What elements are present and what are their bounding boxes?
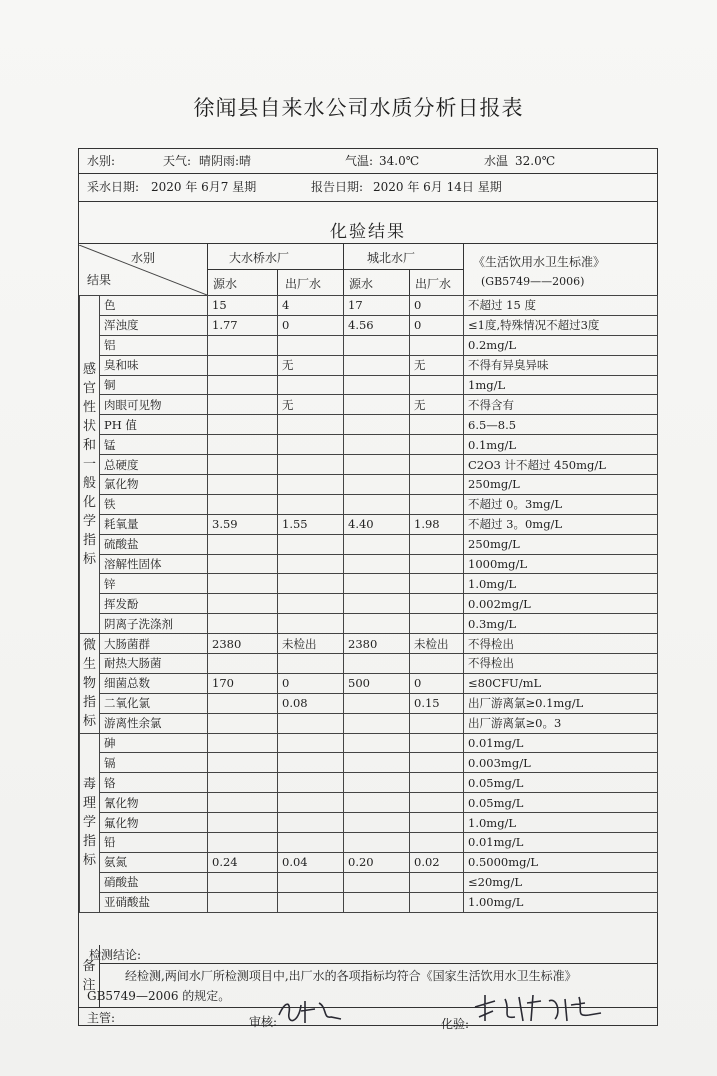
report-date-value: 2020 年 6月 14日 星期 bbox=[373, 180, 502, 194]
plant2-outlet-cell bbox=[410, 574, 464, 594]
plant2-source-cell bbox=[344, 614, 410, 634]
standard-header-line1: 《生活饮用水卫生标准》 bbox=[473, 255, 606, 269]
plant1-outlet-cell bbox=[278, 793, 344, 813]
sample-date-value: 2020 年 6月7 星期 bbox=[151, 180, 257, 194]
plant1-outlet-cell bbox=[278, 872, 344, 892]
category-sensory: 感官性状和一般化学指标 bbox=[80, 296, 100, 634]
plant1-source-header: 源水 bbox=[213, 277, 238, 291]
diag-top-label: 水别 bbox=[131, 251, 156, 265]
plant1-source-cell: 0.24 bbox=[208, 852, 278, 872]
item-name-cell: 铅 bbox=[100, 833, 208, 853]
table-row bbox=[80, 494, 658, 514]
plant2-source-cell bbox=[344, 335, 410, 355]
item-name-cell: 硫酸盐 bbox=[100, 534, 208, 554]
report-title: 徐闻县自来水公司水质分析日报表 bbox=[193, 96, 524, 120]
standard-cell: 1000mg/L bbox=[464, 554, 658, 574]
water-temp-value: 32.0℃ bbox=[515, 154, 556, 168]
plant1-outlet-cell bbox=[278, 554, 344, 574]
plant2-source-cell bbox=[344, 733, 410, 753]
item-name-cell: 铁 bbox=[100, 494, 208, 514]
table-row bbox=[80, 335, 658, 355]
plant1-outlet-cell: 4 bbox=[278, 296, 344, 316]
table-row bbox=[80, 872, 658, 892]
conclusion-line1: 经检测,两间水厂所检测项目中,出厂水的各项指标均符合《国家生活饮用水卫生标准》 bbox=[125, 969, 577, 983]
plant2-source-cell bbox=[344, 395, 410, 415]
table-row bbox=[80, 634, 658, 654]
plant2-source-cell bbox=[344, 813, 410, 833]
table-row bbox=[80, 395, 658, 415]
plant2-outlet-cell bbox=[410, 813, 464, 833]
plant1-outlet-cell bbox=[278, 614, 344, 634]
table-row bbox=[80, 654, 658, 674]
table-row bbox=[80, 793, 658, 813]
plant2-source-cell: 2380 bbox=[344, 634, 410, 654]
plant1-source-cell bbox=[208, 395, 278, 415]
table-row bbox=[80, 594, 658, 614]
plant2-outlet-cell bbox=[410, 872, 464, 892]
standard-cell: 0.05mg/L bbox=[464, 793, 658, 813]
plant2-outlet-cell bbox=[410, 335, 464, 355]
plant1-outlet-cell bbox=[278, 475, 344, 495]
item-name-cell: 砷 bbox=[100, 733, 208, 753]
plant1-outlet-cell: 未检出 bbox=[278, 634, 344, 654]
standard-cell: 不得检出 bbox=[464, 634, 658, 654]
water-type-label: 水别: bbox=[87, 154, 116, 168]
table-row bbox=[80, 693, 658, 713]
plant1-source-cell bbox=[208, 833, 278, 853]
category-microbial: 微生物指标 bbox=[80, 634, 100, 733]
plant1-source-cell bbox=[208, 415, 278, 435]
plant1-outlet-cell bbox=[278, 713, 344, 733]
plant1-source-cell bbox=[208, 813, 278, 833]
plant2-outlet-cell bbox=[410, 554, 464, 574]
table-row bbox=[80, 296, 658, 316]
plant1-source-cell bbox=[208, 693, 278, 713]
plant2-outlet-cell: 1.98 bbox=[410, 514, 464, 534]
plant1-source-cell bbox=[208, 574, 278, 594]
plant2-source-cell bbox=[344, 415, 410, 435]
item-name-cell: 耐热大肠菌 bbox=[100, 654, 208, 674]
report-date-label: 报告日期: bbox=[311, 180, 364, 194]
table-row bbox=[80, 574, 658, 594]
tester-label: 化验: bbox=[441, 1017, 470, 1031]
plant1-source-cell bbox=[208, 872, 278, 892]
plant1-outlet-cell: 0 bbox=[278, 673, 344, 693]
plant1-outlet-cell: 1.55 bbox=[278, 514, 344, 534]
standard-cell: 0.002mg/L bbox=[464, 594, 658, 614]
item-name-cell: 铬 bbox=[100, 773, 208, 793]
plant2-outlet-cell bbox=[410, 534, 464, 554]
plant2-source-cell bbox=[344, 872, 410, 892]
plant2-source-cell bbox=[344, 753, 410, 773]
plant1-source-cell bbox=[208, 455, 278, 475]
item-name-cell: 游离性余氯 bbox=[100, 713, 208, 733]
plant2-source-cell bbox=[344, 693, 410, 713]
plant2-outlet-cell bbox=[410, 833, 464, 853]
plant2-source-cell bbox=[344, 793, 410, 813]
plant1-outlet-cell bbox=[278, 415, 344, 435]
plant1-outlet-cell bbox=[278, 494, 344, 514]
plant2-outlet-cell bbox=[410, 375, 464, 395]
plant1-outlet-cell: 无 bbox=[278, 395, 344, 415]
plant2-source-cell bbox=[344, 435, 410, 455]
plant2-outlet-cell bbox=[410, 892, 464, 912]
plant1-source-cell bbox=[208, 375, 278, 395]
reviewer-signature bbox=[275, 995, 345, 1027]
plant2-source-cell bbox=[344, 455, 410, 475]
conclusion-line2: GB5749—2006 的规定。 bbox=[87, 989, 231, 1003]
table-row bbox=[80, 315, 658, 335]
item-name-cell: 色 bbox=[100, 296, 208, 316]
table-row bbox=[80, 713, 658, 733]
plant1-outlet-header: 出厂水 bbox=[285, 277, 322, 291]
sample-date-label: 采水日期: bbox=[87, 180, 140, 194]
item-name-cell: 挥发酚 bbox=[100, 594, 208, 614]
plant1-source-cell: 1.77 bbox=[208, 315, 278, 335]
plant2-outlet-cell bbox=[410, 415, 464, 435]
plant1-outlet-cell bbox=[278, 534, 344, 554]
plant1-source-cell bbox=[208, 355, 278, 375]
plant1-outlet-cell bbox=[278, 773, 344, 793]
supervisor-label: 主管: bbox=[87, 1011, 116, 1025]
item-name-cell: 大肠菌群 bbox=[100, 634, 208, 654]
plant2-source-cell bbox=[344, 892, 410, 912]
plant2-outlet-cell: 0 bbox=[410, 296, 464, 316]
plant1-outlet-cell bbox=[278, 594, 344, 614]
standard-cell: 不超过 0。3mg/L bbox=[464, 494, 658, 514]
plant1-source-cell bbox=[208, 753, 278, 773]
item-name-cell: 总硬度 bbox=[100, 455, 208, 475]
plant1-source-cell: 170 bbox=[208, 673, 278, 693]
plant1-source-cell bbox=[208, 773, 278, 793]
standard-cell: 6.5—8.5 bbox=[464, 415, 658, 435]
table-row bbox=[80, 554, 658, 574]
plant2-outlet-cell bbox=[410, 733, 464, 753]
plant2-outlet-cell: 0.15 bbox=[410, 693, 464, 713]
plant2-source-cell bbox=[344, 475, 410, 495]
plant1-outlet-cell bbox=[278, 574, 344, 594]
standard-cell: 0.2mg/L bbox=[464, 335, 658, 355]
plant1-source-cell bbox=[208, 594, 278, 614]
standard-header-line2: (GB5749——2006) bbox=[481, 275, 585, 288]
plant1-outlet-cell: 无 bbox=[278, 355, 344, 375]
table-row bbox=[80, 813, 658, 833]
item-name-cell: 氯化物 bbox=[100, 475, 208, 495]
air-temp-value: 34.0℃ bbox=[379, 154, 420, 168]
item-name-cell: 氨氮 bbox=[100, 852, 208, 872]
plant2-outlet-cell bbox=[410, 654, 464, 674]
plant2-outlet-cell: 无 bbox=[410, 395, 464, 415]
table-row bbox=[80, 773, 658, 793]
item-name-cell: 氟化物 bbox=[100, 813, 208, 833]
plant2-header: 城北水厂 bbox=[367, 251, 416, 265]
plant2-source-cell bbox=[344, 534, 410, 554]
plant2-outlet-cell bbox=[410, 614, 464, 634]
standard-cell: ≤80CFU/mL bbox=[464, 673, 658, 693]
plant1-source-cell bbox=[208, 554, 278, 574]
standard-cell: 0.5000mg/L bbox=[464, 852, 658, 872]
plant1-outlet-cell: 0.08 bbox=[278, 693, 344, 713]
item-name-cell: 铝 bbox=[100, 335, 208, 355]
standard-cell: 0.01mg/L bbox=[464, 733, 658, 753]
table-row bbox=[80, 852, 658, 872]
standard-cell: ≤1度,特殊情况不超过3度 bbox=[464, 315, 658, 335]
table-row bbox=[80, 833, 658, 853]
plant2-source-cell: 500 bbox=[344, 673, 410, 693]
plant2-outlet-cell bbox=[410, 455, 464, 475]
item-name-cell: 氰化物 bbox=[100, 793, 208, 813]
item-name-cell: 二氧化氯 bbox=[100, 693, 208, 713]
water-temp-label: 水温 bbox=[484, 154, 509, 168]
plant2-outlet-cell bbox=[410, 435, 464, 455]
plant1-outlet-cell bbox=[278, 733, 344, 753]
plant2-outlet-cell: 0 bbox=[410, 673, 464, 693]
plant1-source-cell: 3.59 bbox=[208, 514, 278, 534]
plant2-source-cell: 0.20 bbox=[344, 852, 410, 872]
standard-cell: 0.1mg/L bbox=[464, 435, 658, 455]
plant1-outlet-cell bbox=[278, 654, 344, 674]
item-name-cell: 亚硝酸盐 bbox=[100, 892, 208, 912]
item-name-cell: 锰 bbox=[100, 435, 208, 455]
plant1-outlet-cell bbox=[278, 435, 344, 455]
standard-cell: 不超过 3。0mg/L bbox=[464, 514, 658, 534]
standard-cell: 0.01mg/L bbox=[464, 833, 658, 853]
conclusion-label: 检测结论: bbox=[89, 948, 142, 962]
plant1-source-cell: 15 bbox=[208, 296, 278, 316]
weather-value: 晴阴雨:晴 bbox=[199, 154, 252, 168]
plant2-outlet-cell bbox=[410, 494, 464, 514]
plant2-outlet-cell: 0.02 bbox=[410, 852, 464, 872]
plant2-source-cell bbox=[344, 594, 410, 614]
standard-cell: 0.003mg/L bbox=[464, 753, 658, 773]
plant1-source-cell bbox=[208, 475, 278, 495]
standard-cell: 0.3mg/L bbox=[464, 614, 658, 634]
plant1-source-cell bbox=[208, 892, 278, 912]
section-title: 化验结果 bbox=[330, 222, 406, 242]
table-row bbox=[80, 753, 658, 773]
standard-cell: 1.00mg/L bbox=[464, 892, 658, 912]
plant1-outlet-cell bbox=[278, 753, 344, 773]
plant2-source-header: 源水 bbox=[349, 277, 374, 291]
plant1-source-cell bbox=[208, 435, 278, 455]
plant2-source-cell bbox=[344, 713, 410, 733]
plant2-source-cell bbox=[344, 574, 410, 594]
plant2-outlet-cell bbox=[410, 773, 464, 793]
standard-cell: 1.0mg/L bbox=[464, 813, 658, 833]
notes-section bbox=[79, 945, 657, 1031]
standard-cell: 不得检出 bbox=[464, 654, 658, 674]
category-toxicology: 毒理学指标 bbox=[80, 733, 100, 912]
results-table bbox=[79, 295, 658, 913]
table-row bbox=[80, 415, 658, 435]
table-row bbox=[80, 455, 658, 475]
item-name-cell: 耗氧量 bbox=[100, 514, 208, 534]
standard-cell: 1mg/L bbox=[464, 375, 658, 395]
plant1-source-cell: 2380 bbox=[208, 634, 278, 654]
plant1-outlet-cell bbox=[278, 813, 344, 833]
plant2-source-cell bbox=[344, 554, 410, 574]
plant1-outlet-cell: 0 bbox=[278, 315, 344, 335]
item-name-cell: 锌 bbox=[100, 574, 208, 594]
item-name-cell: 肉眼可见物 bbox=[100, 395, 208, 415]
plant2-outlet-cell bbox=[410, 713, 464, 733]
plant2-source-cell: 17 bbox=[344, 296, 410, 316]
plant2-outlet-header: 出厂水 bbox=[415, 277, 452, 291]
plant2-source-cell: 4.56 bbox=[344, 315, 410, 335]
plant2-source-cell bbox=[344, 833, 410, 853]
item-name-cell: 溶解性固体 bbox=[100, 554, 208, 574]
weather-label: 天气: bbox=[163, 154, 192, 168]
standard-cell: 出厂游离氯≥0。3 bbox=[464, 713, 658, 733]
standard-cell: 250mg/L bbox=[464, 534, 658, 554]
plant2-source-cell bbox=[344, 494, 410, 514]
plant1-header: 大水桥水厂 bbox=[229, 251, 290, 265]
plant1-outlet-cell bbox=[278, 375, 344, 395]
table-row bbox=[80, 614, 658, 634]
table-row bbox=[80, 733, 658, 753]
item-name-cell: 镉 bbox=[100, 753, 208, 773]
table-row bbox=[80, 355, 658, 375]
plant1-source-cell bbox=[208, 614, 278, 634]
standard-cell: 不得有异臭异味 bbox=[464, 355, 658, 375]
plant1-outlet-cell: 0.04 bbox=[278, 852, 344, 872]
plant1-source-cell bbox=[208, 793, 278, 813]
table-row bbox=[80, 375, 658, 395]
plant2-source-cell bbox=[344, 375, 410, 395]
table-row bbox=[80, 673, 658, 693]
standard-cell: 250mg/L bbox=[464, 475, 658, 495]
item-name-cell: 硝酸盐 bbox=[100, 872, 208, 892]
tester-signature bbox=[471, 991, 611, 1027]
plant2-outlet-cell bbox=[410, 594, 464, 614]
table-row bbox=[80, 514, 658, 534]
table-row bbox=[80, 534, 658, 554]
plant1-source-cell bbox=[208, 534, 278, 554]
item-name-cell: 细菌总数 bbox=[100, 673, 208, 693]
plant2-outlet-cell bbox=[410, 793, 464, 813]
standard-cell: ≤20mg/L bbox=[464, 872, 658, 892]
plant2-source-cell bbox=[344, 355, 410, 375]
notes-label: 备注 bbox=[82, 959, 96, 993]
standard-cell: C2O3 计不超过 450mg/L bbox=[464, 455, 658, 475]
plant1-source-cell bbox=[208, 733, 278, 753]
plant1-source-cell bbox=[208, 494, 278, 514]
standard-cell: 0.05mg/L bbox=[464, 773, 658, 793]
plant1-source-cell bbox=[208, 654, 278, 674]
plant1-outlet-cell bbox=[278, 335, 344, 355]
plant2-source-cell bbox=[344, 654, 410, 674]
plant2-outlet-cell: 未检出 bbox=[410, 634, 464, 654]
plant2-source-cell: 4.40 bbox=[344, 514, 410, 534]
item-name-cell: PH 值 bbox=[100, 415, 208, 435]
item-name-cell: 浑浊度 bbox=[100, 315, 208, 335]
standard-cell: 不超过 15 度 bbox=[464, 296, 658, 316]
plant1-outlet-cell bbox=[278, 833, 344, 853]
standard-cell: 出厂游离氯≥0.1mg/L bbox=[464, 693, 658, 713]
item-name-cell: 臭和味 bbox=[100, 355, 208, 375]
standard-cell: 1.0mg/L bbox=[464, 574, 658, 594]
plant1-source-cell bbox=[208, 713, 278, 733]
plant2-outlet-cell: 无 bbox=[410, 355, 464, 375]
reviewer-label: 审核: bbox=[249, 1015, 278, 1029]
plant2-source-cell bbox=[344, 773, 410, 793]
table-row bbox=[80, 435, 658, 455]
plant1-outlet-cell bbox=[278, 892, 344, 912]
item-name-cell: 阴离子洗涤剂 bbox=[100, 614, 208, 634]
table-row bbox=[80, 892, 658, 912]
report-form bbox=[78, 148, 658, 1031]
table-row bbox=[80, 475, 658, 495]
plant2-outlet-cell bbox=[410, 475, 464, 495]
plant2-outlet-cell bbox=[410, 753, 464, 773]
plant1-source-cell bbox=[208, 335, 278, 355]
plant1-outlet-cell bbox=[278, 455, 344, 475]
item-name-cell: 铜 bbox=[100, 375, 208, 395]
diag-bottom-label: 结果 bbox=[87, 273, 112, 287]
standard-cell: 不得含有 bbox=[464, 395, 658, 415]
plant2-outlet-cell: 0 bbox=[410, 315, 464, 335]
air-temp-label: 气温: bbox=[345, 154, 374, 168]
